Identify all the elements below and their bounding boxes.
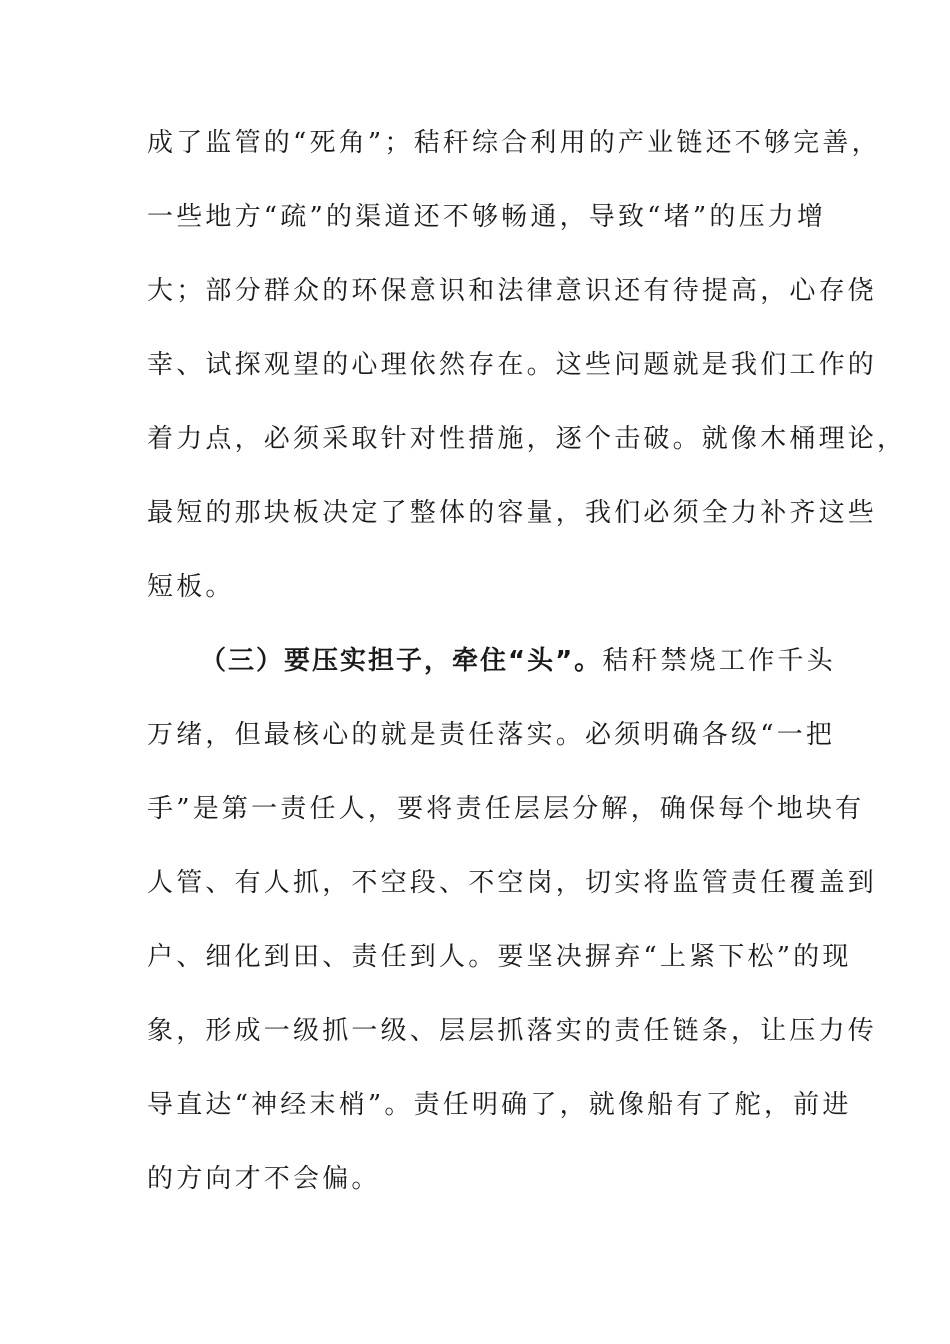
paragraph-1-line-6: 最短的那块板决定了整体的容量，我们必须全力补齐这些 xyxy=(147,498,878,528)
paragraph-2-line-4: 人管、有人抓，不空段、不空岗，切实将监管责任覆盖到 xyxy=(147,868,878,898)
paragraph-1-line-1: 成了监管的“死角”；秸秆综合利用的产业链还不够完善， xyxy=(147,128,881,158)
paragraph-2-line-8: 的方向才不会偏。 xyxy=(147,1164,381,1194)
paragraph-2-line-3: 手”是第一责任人，要将责任层层分解，确保每个地块有 xyxy=(147,794,865,824)
paragraph-2-line-1 xyxy=(200,643,836,679)
paragraph-1-line-7: 短板。 xyxy=(147,572,235,602)
paragraph-2-line-5: 户、细化到田、责任到人。要坚决摒弃“上紧下松”的现 xyxy=(147,942,852,972)
paragraph-1-line-3: 大；部分群众的环保意识和法律意识还有待提高，心存侥 xyxy=(147,276,878,306)
paragraph-2-line-2: 万绪，但最核心的就是责任落实。必须明确各级“一把 xyxy=(147,720,836,750)
paragraph-2-line-6: 象，形成一级抓一级、层层抓落实的责任链条，让压力传 xyxy=(147,1016,878,1046)
paragraph-1-line-2: 一些地方“疏”的渠道还不够畅通，导致“堵”的压力增 xyxy=(147,202,827,232)
paragraph-2-line-7: 导直达“神经末梢”。责任明确了，就像船有了舵，前进 xyxy=(147,1090,852,1120)
heading-line-rest: 秸秆禁烧工作千头 xyxy=(602,646,836,676)
section-heading: （三）要压实担子，牵住“头”。 xyxy=(200,646,603,676)
paragraph-1-line-4: 幸、试探观望的心理依然存在。这些问题就是我们工作的 xyxy=(147,350,878,380)
paragraph-1-line-5: 着力点，必须采取针对性措施，逐个击破。就像木桶理论， xyxy=(147,424,907,454)
